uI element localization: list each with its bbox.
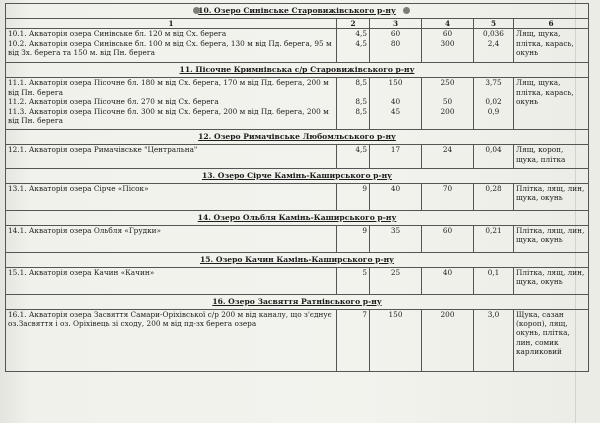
col-header: 2 <box>337 18 370 28</box>
zone-description: 15.1. Акваторія озера Качин «Качин» <box>6 267 337 294</box>
zone-value-c4: 250 50 200 <box>422 78 474 130</box>
fish-species: Лящ, щука, плітка, карась, окунь <box>514 29 589 63</box>
zone-value-c5: 0,28 <box>474 183 514 210</box>
zone-description: 13.1. Акваторія озера Сірче «Пісок» <box>6 183 337 210</box>
col-header: 5 <box>474 18 514 28</box>
fish-species: Плітка, лящ, лин, щука, окунь <box>514 183 589 210</box>
zone-value-c3: 35 <box>370 225 422 252</box>
zone-description: 11.1. Акваторія озера Пісочне бл. 180 м від Сх. берега, 170 м від Пд. берега, 200 м від Пн. берега 11.2. Акваторія озера Пісочне бл. 270 м від Сх. берега 11.3. Акваторія озера Пісочне бл. 300 м від Сх. берега, 200 м від Пд. берега, 200 м від Пн. берега <box>6 78 337 130</box>
section-title: 14. Озеро Ольбля Камінь-Каширського р-ну <box>6 210 589 225</box>
col-header: 4 <box>422 18 474 28</box>
section-title: 11. Пісочне Кримнівська с/р Старовижівського р-ну <box>6 63 589 78</box>
fish-species: Лящ, щука, плітка, карась, окунь <box>514 78 589 130</box>
zone-value-c2: 4,5 4,5 <box>337 29 370 63</box>
zone-value-c5: 0,036 2,4 <box>474 29 514 63</box>
col-header: 6 <box>514 18 589 28</box>
table-row <box>6 29 589 63</box>
section-title-row <box>6 130 589 145</box>
zone-value-c2: 9 <box>337 225 370 252</box>
fish-species: Щука, сазан (короп), лящ, окунь, плітка, лин, сомик карликовий <box>514 309 589 371</box>
fish-species: Лящ, короп, щука, плітка <box>514 145 589 169</box>
section-title: 12. Озеро Римачівське Любомльського р-ну <box>6 130 589 145</box>
zone-value-c5: 3,75 0,02 0,9 <box>474 78 514 130</box>
col-header: 1 <box>6 18 337 28</box>
zone-value-c3: 40 <box>370 183 422 210</box>
zone-description: 10.1. Акваторія озера Синівське бл. 120 м від Сх. берега 10.2. Акваторія озера Синівське бл. 100 м від Сх. берега, 130 м від Пд. берега, 95 м від Зх. берега та 150 м. від Пн. берега <box>6 29 337 63</box>
section-title-row <box>6 210 589 225</box>
table-row <box>6 309 589 371</box>
zone-value-c2: 9 <box>337 183 370 210</box>
zone-value-c5: 0,21 <box>474 225 514 252</box>
zone-value-c5: 0,1 <box>474 267 514 294</box>
col-header: 3 <box>370 18 422 28</box>
zone-value-c2: 8,5 8,5 8,5 <box>337 78 370 130</box>
section-title-row <box>6 169 589 184</box>
table-row <box>6 267 589 294</box>
zone-description: 12.1. Акваторія озера Римачівське "Центральна" <box>6 145 337 169</box>
table-row <box>6 183 589 210</box>
section-title-row <box>6 4 589 19</box>
section-title: 16. Озеро Засвяття Ратнівського р-ну <box>6 294 589 309</box>
zone-value-c4: 70 <box>422 183 474 210</box>
zone-value-c5: 3,0 <box>474 309 514 371</box>
zone-value-c3: 25 <box>370 267 422 294</box>
section-title-row <box>6 252 589 267</box>
zone-value-c3: 150 <box>370 309 422 371</box>
zone-description: 16.1. Акваторія озера Засвяття Самари-Оріхівської с/р 200 м від каналу, що з'єднує оз.Засвяття і оз. Оріхівець зі сходу, 200 м від пд-зх берега озера <box>6 309 337 371</box>
table-row <box>6 225 589 252</box>
section-title: 15. Озеро Качин Камінь-Каширського р-ну <box>6 252 589 267</box>
zone-value-c4: 60 <box>422 225 474 252</box>
column-number-row <box>6 18 589 28</box>
table-row <box>6 145 589 169</box>
zone-value-c4: 60 300 <box>422 29 474 63</box>
zone-value-c2: 7 <box>337 309 370 371</box>
zone-value-c4: 200 <box>422 309 474 371</box>
section-title: 13. Озеро Сірче Камінь-Каширського р-ну <box>6 169 589 184</box>
fish-species: Плітка, лящ, лин, щука, окунь <box>514 267 589 294</box>
zone-value-c4: 24 <box>422 145 474 169</box>
zone-value-c5: 0,04 <box>474 145 514 169</box>
section-title-row <box>6 63 589 78</box>
fishing-zones-table <box>5 3 589 372</box>
zone-description: 14.1. Акваторія озера Ольбля «Грудки» <box>6 225 337 252</box>
zone-value-c3: 150 40 45 <box>370 78 422 130</box>
zone-value-c4: 40 <box>422 267 474 294</box>
section-title: 10. Озеро Синівське Старовижівського р-ну <box>6 4 589 19</box>
fish-species: Плітка, лящ, лин, щука, окунь <box>514 225 589 252</box>
zone-value-c2: 5 <box>337 267 370 294</box>
section-title-row <box>6 294 589 309</box>
table-row <box>6 78 589 130</box>
zone-value-c3: 60 80 <box>370 29 422 63</box>
zone-value-c3: 17 <box>370 145 422 169</box>
zone-value-c2: 4,5 <box>337 145 370 169</box>
